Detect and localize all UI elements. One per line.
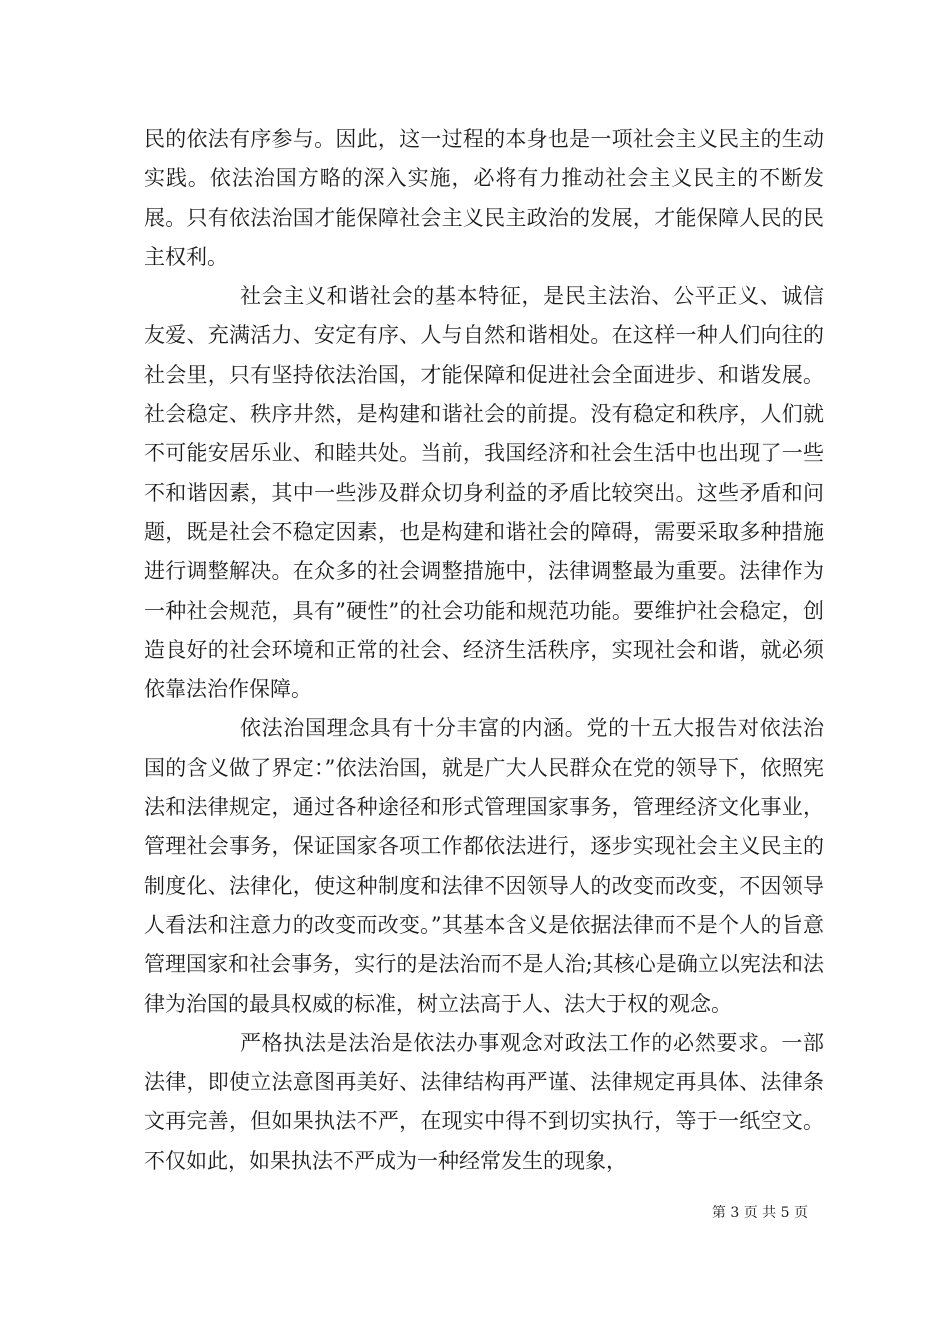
paragraph-2: 社会主义和谐社会的基本特征，是民主法治、公平正义、诚信友爱、充满活力、安定有序、人与自然和谐相处。在这样一种人们向往的社会里，只有坚持依法治国，才能保障和促进社会全面进步、和谐发展。社会稳定、秩序井然，是构建和谐社会的前提。没有稳定和秩序，人们就不可能安居乐业、和睦共处。当前，我国经济和社会生活中也出现了一些不和谐因素，其中一些涉及群众切身利益的矛盾比较突出。这些矛盾和问题，既是社会不稳定因素，也是构建和谐社会的障碍，需要采取多种措施进行调整解决。在众多的社会调整措施中，法律调整最为重要。法律作为一种社会规范，具有”硬性”的社会功能和规范功能。要维护社会稳定，创造良好的社会环境和正常的社会、经济生活秩序，实现社会和谐，就必须依靠法治作保障。: [144, 284, 824, 702]
paragraph-1: 民的依法有序参与。因此，这一过程的本身也是一项社会主义民主的生动实践。依法治国方略的深入实施，必将有力推动社会主义民主的不断发展。只有依法治国才能保障社会主义民主政治的发展，才能保障人民的民主权利。: [144, 127, 824, 269]
paragraph-3: 依法治国理念具有十分丰富的内涵。党的十五大报告对依法治国的含义做了界定：”依法治国，就是广大人民群众在党的领导下，依照宪法和法律规定，通过各种途径和形式管理国家事务，管理经济文化事业，管理社会事务，保证国家各项工作都依法进行，逐步实现社会主义民主的制度化、法律化，使这种制度和法律不因领导人的改变而改变，不因领导人看法和注意力的改变而改变。”其基本含义是依据法律而不是个人的旨意管理国家和社会事务，实行的是法治而不是人治;其核心是确立以宪法和法律为治国的最具权威的标准，树立法高于人、法大于权的观念。: [144, 716, 824, 1016]
paragraph-4: 严格执法是法治是依法办事观念对政法工作的必然要求。一部法律，即使立法意图再美好、法律结构再严谨、法律规定再具体、法律条文再完善，但如果执法不严，在现实中得不到切实执行，等于一纸空文。不仅如此，如果执法不严成为一种经常发生的现象，: [144, 1030, 824, 1173]
body-text: [144, 120, 824, 1181]
page-number-footer: 第 3 页 共 5 页: [711, 1205, 808, 1221]
